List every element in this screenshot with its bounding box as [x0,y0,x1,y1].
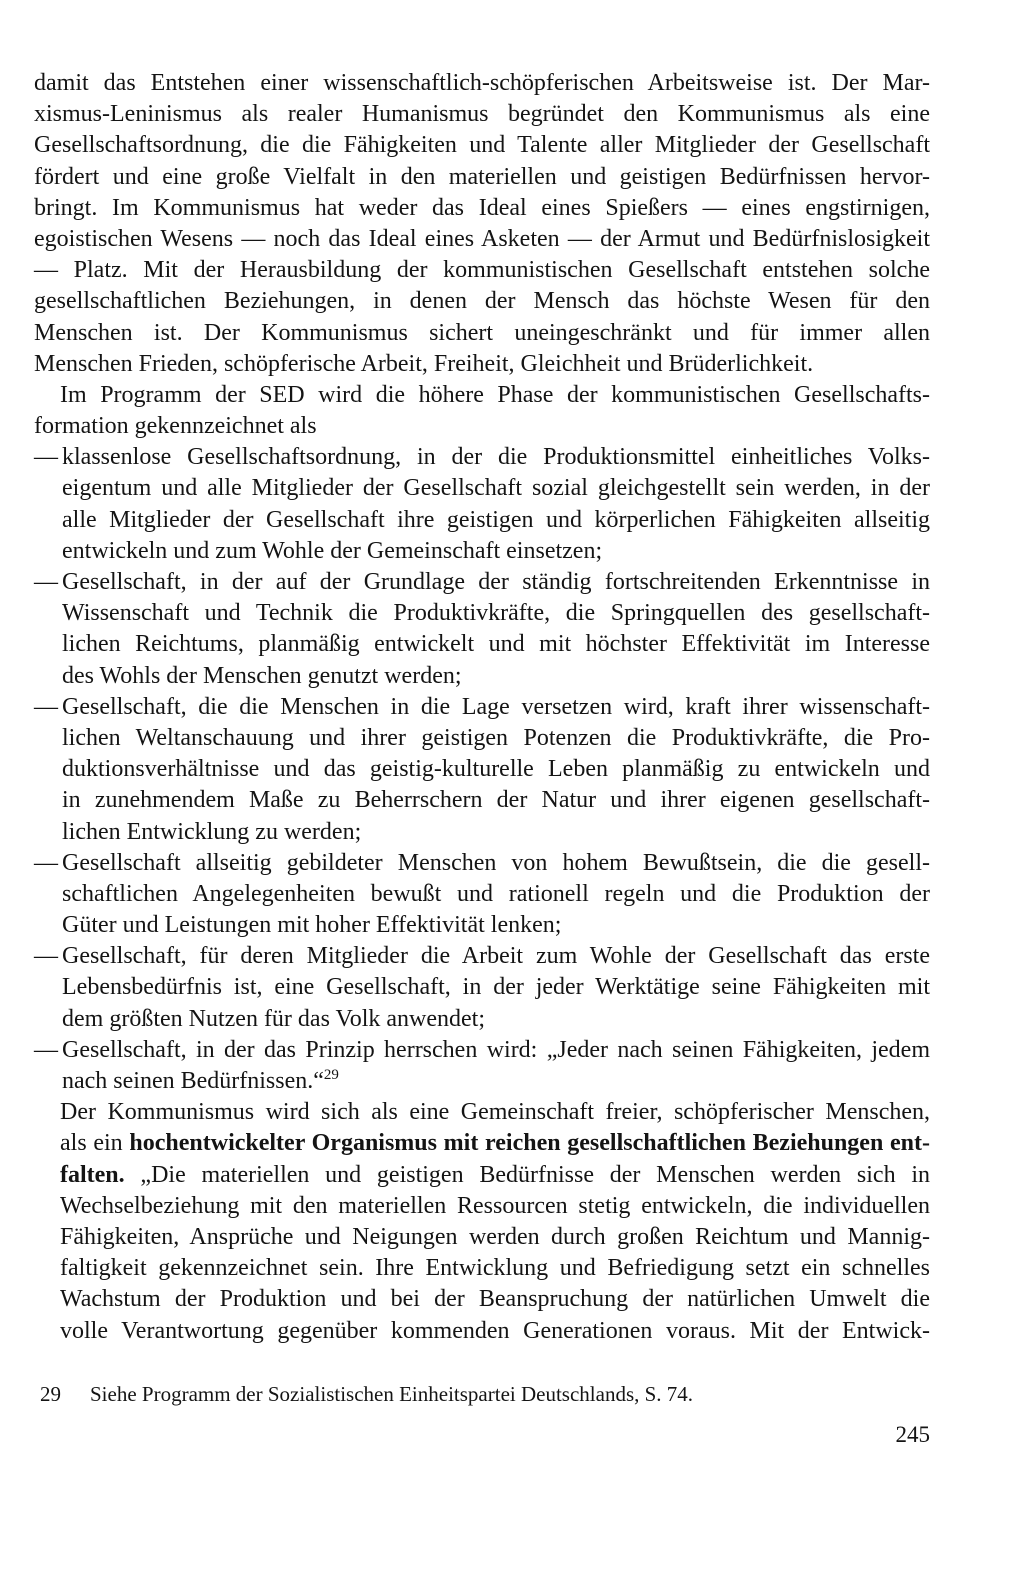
page-body [34,68,930,1347]
list-item-line: Güter und Leistungen mit hoher Effektivität lenken; [62,912,562,939]
list-dash: — [34,849,58,876]
text-line: Menschen ist. Der Kommunismus sichert uneingeschränkt und für immer allen [34,319,930,346]
list-item-line: lichen Entwicklung zu werden; [62,818,362,845]
emphasis-text: falten. [60,1161,125,1188]
text-line: Fähigkeiten, Ansprüche und Neigungen werden durch großen Reichtum und Mannig- [60,1223,930,1250]
list-item-line: lichen Reichtums, planmäßig entwickelt und mit höchster Effektivität im Interesse [62,631,930,658]
list-item-line: schaftlichen Angelegenheiten bewußt und rationell regeln und die Produktion der [62,880,930,907]
emphasis-text: hochentwickelter Organismus mit reichen gesellschaftlichen Beziehungen ent- [129,1130,930,1157]
list-item-line: Wissenschaft und Technik die Produktivkräfte, die Springquellen des gesellschaft- [62,600,930,627]
list-text: klassenlose Gesellschaftsordnung, in der die Produktionsmittel einheitliches Volks- [62,444,930,471]
footnote-number: 29 [40,1382,61,1406]
list-item-line: lichen Weltanschauung und ihrer geistigen Potenzen die Produktivkräfte, die Pro- [62,724,930,751]
list-dash: — [34,1036,58,1063]
list-item-line [34,1066,930,1097]
list-text: Gesellschaft, in der das Prinzip herrschen wird: „Jeder nach seinen Fähigkeiten, jedem [62,1036,930,1063]
list-item-line: in zunehmendem Maße zu Beherrschern der Natur und ihrer eigenen gesellschaft- [62,787,930,814]
list-item-line: Lebensbedürfnis ist, eine Gesellschaft, in der jeder Werktätige seine Fähigkeiten mit [62,974,930,1001]
text-line: Wechselbeziehung mit den materiellen Ressourcen stetig entwickeln, die individuellen [60,1192,930,1219]
list-dash: — [34,693,58,720]
text-span: als ein [60,1130,130,1157]
text-line [34,1128,930,1159]
text-line: Gesellschaftsordnung, die die Fähigkeiten und Talente aller Mitglieder der Gesellschaft [34,132,930,159]
list-text: Gesellschaft, für deren Mitglieder die Arbeit zum Wohle der Gesellschaft das erste [62,943,930,970]
text-line: formation gekennzeichnet als [34,413,317,440]
list-item-line [34,941,930,972]
text-line: Im Programm der SED wird die höhere Phase der kommunistischen Gesellschafts- [60,381,930,408]
list-text: Gesellschaft, die die Menschen in die Lage versetzen wird, kraft ihrer wissenschaft- [62,693,930,720]
text-line: Wachstum der Produktion und bei der Beanspruchung der natürlichen Umwelt die [60,1286,930,1313]
list-dash: — [34,943,58,970]
text-line: Menschen Frieden, schöpferische Arbeit, Freiheit, Gleichheit und Brüderlichkeit. [34,350,814,377]
list-item-line: dem größten Nutzen für das Volk anwendet; [62,1005,486,1032]
text-line: xismus-Leninismus als realer Humanismus begründet den Kommunismus als eine [34,101,930,128]
text-line: damit das Entstehen einer wissenschaftlich-schöpferischen Arbeitsweise ist. Der Mar- [34,70,930,96]
list-item-line: duktionsverhältnisse und das geistig-kulturelle Leben planmäßig zu entwickeln und [62,756,930,783]
list-dash: — [34,569,58,595]
footnote-reference: 29 [323,1067,339,1083]
text-span: „Die materiellen und geistigen Bedürfnisse der Menschen werden sich in [124,1161,930,1188]
list-item-line [34,848,930,879]
list-item-line [34,692,930,723]
text-line: Der Kommunismus wird sich als eine Gemeinschaft freier, schöpferischer Menschen, [60,1099,930,1126]
list-item-line: entwickeln und zum Wohle der Gemeinschaft einsetzen; [62,537,603,564]
list-text: Gesellschaft, in der auf der Grundlage der ständig fortschreitenden Erkenntnisse in [62,569,930,595]
text-line: egoistischen Wesens — noch das Ideal eines Asketen — der Armut und Bedürfnislosigkeit [34,225,930,252]
text-line: bringt. Im Kommunismus hat weder das Ideal eines Spießers — eines engstirnigen, [34,194,930,221]
list-item-line [34,442,930,473]
list-item-line: des Wohls der Menschen genutzt werden; [62,662,462,689]
text-line: — Platz. Mit der Herausbildung der kommunistischen Gesellschaft entstehen solche [34,257,930,284]
list-text: Gesellschaft allseitig gebildeter Menschen von hohem Bewußtsein, die die gesell- [62,849,930,876]
text-line: volle Verantwortung gegenüber kommenden Generationen voraus. Mit der Entwick- [60,1317,930,1344]
list-dash: — [34,444,58,471]
page-number: 245 [895,1422,930,1447]
list-item-line: eigentum und alle Mitglieder der Gesellschaft sozial gleichgestellt sein werden, in der [62,475,930,502]
text-line: faltigkeit gekennzeichnet sein. Ihre Entwicklung und Befriedigung setzt ein schnelles [60,1255,930,1282]
list-text: nach seinen Bedürfnissen.“ [62,1068,324,1094]
text-line [34,1160,930,1191]
list-item-line [34,567,930,598]
text-line: gesellschaftlichen Beziehungen, in denen der Mensch das höchste Wesen für den [34,288,930,315]
footnote-text: Siehe Programm der Sozialistischen Einheitspartei Deutschlands, S. 74. [90,1382,694,1406]
text-line: fördert und eine große Vielfalt in den materiellen und geistigen Bedürfnissen hervor- [34,163,930,190]
footnote [40,1380,693,1408]
list-item-line: alle Mitglieder der Gesellschaft ihre geistigen und körperlichen Fähigkeiten allseitig [62,506,930,533]
list-item-line [34,1035,930,1066]
